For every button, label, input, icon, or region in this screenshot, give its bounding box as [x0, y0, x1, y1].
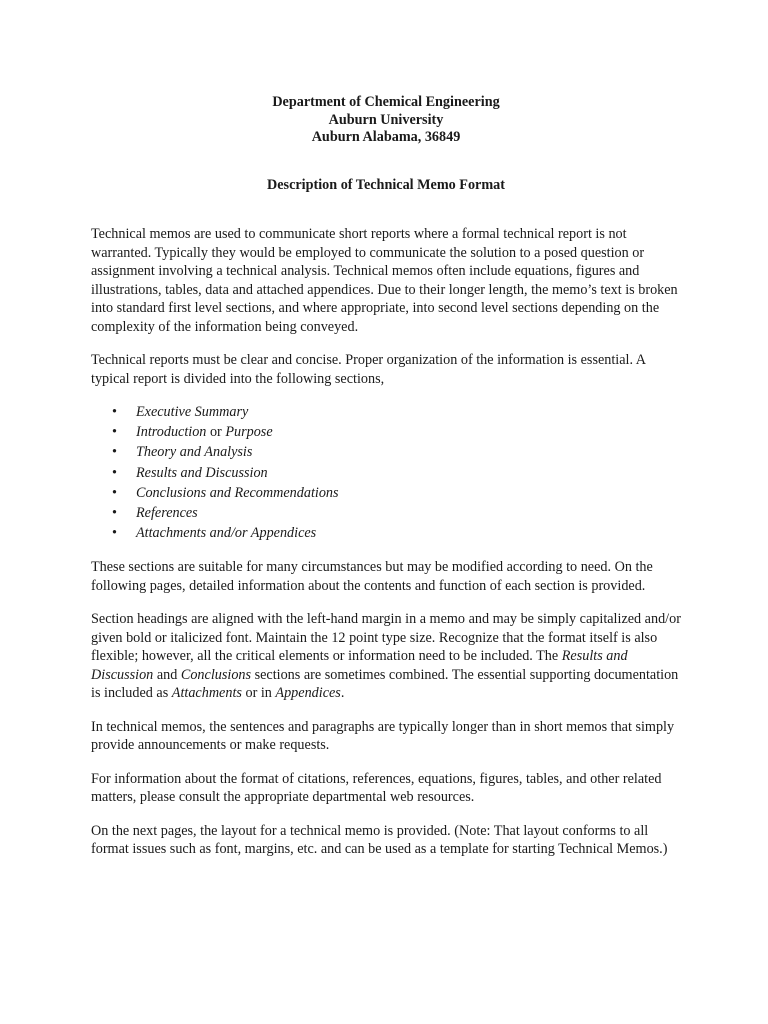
sections-list: [91, 402, 681, 543]
list-item: [91, 503, 681, 523]
list-item-label: Conclusions and Recommendations: [136, 484, 339, 501]
list-item-label: References: [136, 505, 198, 522]
list-item-label: Theory and Analysis: [136, 444, 253, 461]
paragraph-sentence-length: In technical memos, the sentences and paragraphs are typically longer than in short memos that simply provide announcements or make requests.: [91, 718, 675, 754]
paragraph-intro: Technical memos are used to communicate short reports where a formal technical report is not warranted. Typically they would be employed to communicate the solution to a posed question or assignment involving a technical analysis. Technical memos often include equations, figures and illustrations, tables, data and attached appendices. Due to their longer length, the memo’s text is broken into standard first level sections, and where appropriate, into second level sections depending on the complexity of the information being conveyed.: [91, 226, 678, 335]
address-line: Auburn Alabama, 36849: [311, 129, 461, 145]
paragraph-circumstances: These sections are suitable for many circumstances but may be modified according to need. On the following pages, detailed information about the contents and function of each section is provided.: [91, 559, 653, 594]
text-run: or in: [241, 685, 276, 702]
list-item: [91, 463, 681, 483]
paragraph-citations: For information about the format of citations, references, equations, figures, tables, and other related matters, please consult the appropriate departmental web resources.: [91, 770, 662, 806]
list-item: [91, 483, 681, 503]
list-item-joiner: or: [206, 424, 226, 441]
paragraph-template-note: On the next pages, the layout for a technical memo is provided. (Note: That layout conforms to all format issues such as font, margins, etc. and can be used as a template for starting Technical Memos.): [91, 822, 668, 858]
list-item: [91, 442, 681, 462]
paragraph-section-headings: [91, 610, 681, 703]
paragraph-organization: Technical reports must be clear and concise. Proper organization of the information is essential. A typical report is divided into the following sections,: [91, 352, 646, 387]
text-run: and: [153, 666, 181, 683]
university-name: Auburn University: [328, 111, 444, 128]
bullet-icon: •: [112, 525, 117, 542]
text-run: sections are sometimes combined. The essential supporting documentation is included as: [91, 666, 679, 702]
letterhead: [91, 94, 681, 147]
emphasis-appendices: Appendices: [275, 685, 341, 702]
list-item: [91, 402, 681, 422]
list-item-label: Attachments and/or Appendices: [136, 525, 317, 542]
bullet-icon: •: [112, 424, 117, 441]
text-run: Section headings are aligned with the left-hand margin in a memo and may be simply capitalized and/or given bold or italicized font. Maintain the 12 point type size. Recognize that the format itself is also flexible; however, all the critical elements or information need to be included. The: [91, 611, 681, 665]
emphasis-attachments: Attachments: [171, 685, 242, 702]
emphasis-conclusions: Conclusions: [180, 666, 252, 683]
bullet-icon: •: [112, 484, 117, 501]
bullet-icon: •: [112, 464, 117, 481]
list-item: [91, 523, 681, 543]
emphasis-results-discussion: Results and Discussion: [91, 648, 628, 683]
bullet-icon: •: [112, 444, 117, 461]
bullet-icon: •: [112, 505, 117, 522]
list-item-label: Results and Discussion: [136, 464, 268, 481]
bullet-icon: •: [112, 404, 117, 420]
list-item-label: Introduction: [136, 424, 207, 441]
department-name: Department of Chemical Engineering: [272, 94, 500, 110]
memo-page: [91, 94, 681, 859]
text-run: .: [340, 685, 345, 702]
list-item: [91, 422, 681, 442]
list-item-label-alt: Purpose: [225, 424, 273, 441]
list-item-label: Executive Summary: [136, 404, 249, 420]
document-title: Description of Technical Memo Format: [267, 176, 505, 193]
